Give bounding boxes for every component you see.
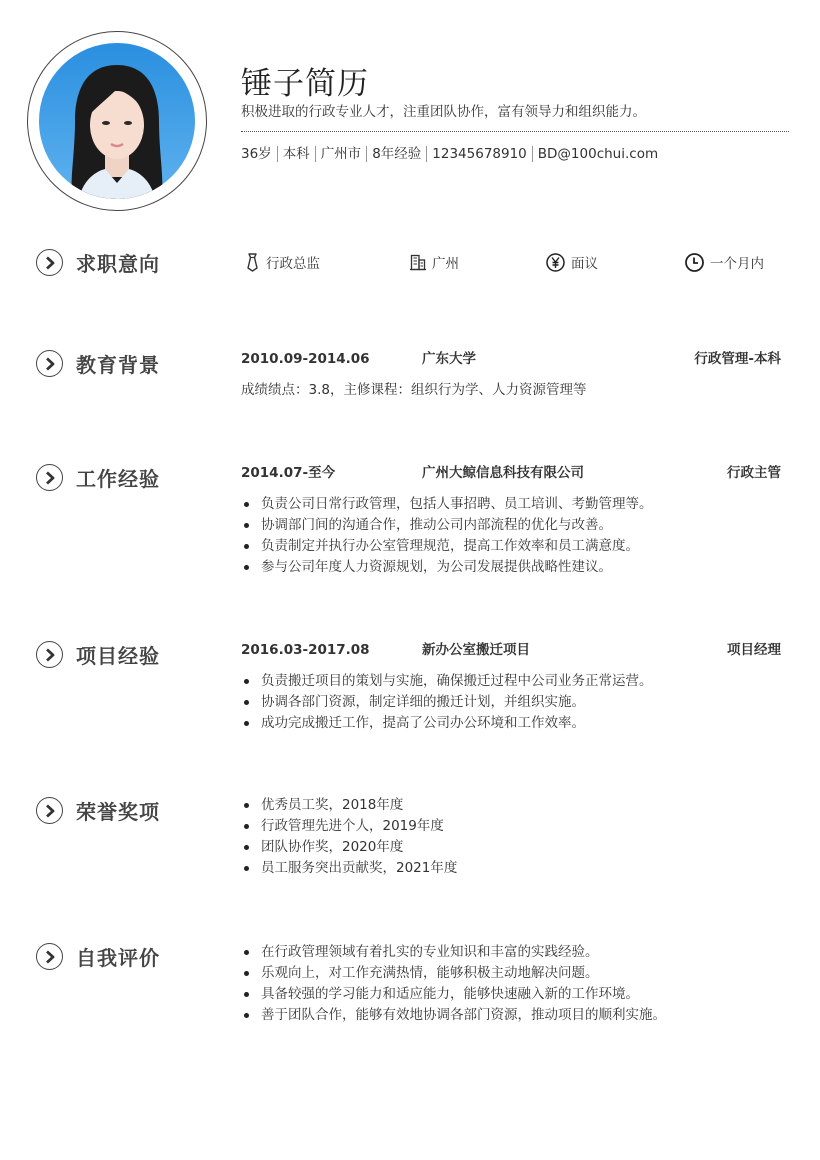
section-heading-intent: [36, 248, 160, 277]
resume-motto: 积极进取的行政专业人才，注重团队协作，富有领导力和组织能力。: [241, 104, 646, 120]
section-title: 自我评价: [76, 946, 160, 970]
info-experience: 8年经验: [372, 146, 422, 162]
basic-info: [241, 145, 658, 163]
work-role: 行政主管: [727, 465, 781, 481]
section-heading-honors: [36, 796, 160, 825]
separator: [315, 146, 316, 162]
list-item: 成功完成搬迁工作，提高了公司办公环境和工作效率。: [241, 713, 653, 734]
intent-availability: [685, 252, 764, 272]
section-title: 求职意向: [76, 252, 160, 276]
education-period: 2010.09-2014.06: [241, 351, 370, 367]
self-evaluation-list: [241, 942, 666, 1026]
clock-icon: [685, 253, 704, 272]
intent-salary: [546, 252, 598, 272]
yen-icon: [546, 253, 565, 272]
tie-icon: [245, 253, 260, 272]
avatar: [39, 43, 195, 199]
list-item: 乐观向上，对工作充满热情，能够积极主动地解决问题。: [241, 963, 666, 984]
education-school: 广东大学: [422, 351, 476, 367]
separator: [426, 146, 427, 162]
section-title: 工作经验: [76, 467, 160, 491]
section-heading-self: [36, 942, 160, 971]
project-name: 新办公室搬迁项目: [422, 642, 530, 658]
separator: [532, 146, 533, 162]
resume-name: 锤子简历: [241, 66, 369, 102]
list-item: 行政管理先进个人，2019年度: [241, 816, 457, 837]
section-title: 荣誉奖项: [76, 800, 160, 824]
section-heading-education: [36, 349, 160, 378]
section-title: 项目经验: [76, 644, 160, 668]
list-item: 协调各部门资源，制定详细的搬迁计划，并组织实施。: [241, 692, 653, 713]
list-item: 负责搬迁项目的策划与实施，确保搬迁过程中公司业务正常运营。: [241, 671, 653, 692]
chevron-right-icon: [36, 350, 63, 377]
list-item: 在行政管理领域有着扎实的专业知识和丰富的实践经验。: [241, 942, 666, 963]
education-major: 行政管理-本科: [694, 351, 781, 367]
list-item: 负责制定并执行办公室管理规范，提高工作效率和员工满意度。: [241, 536, 653, 557]
list-item: 负责公司日常行政管理，包括人事招聘、员工培训、考勤管理等。: [241, 494, 653, 515]
work-duties: [241, 494, 653, 578]
separator: [366, 146, 367, 162]
work-company: 广州大鲸信息科技有限公司: [422, 465, 584, 481]
intent-position-label: 行政总监: [266, 256, 320, 272]
honors-list: [241, 795, 457, 879]
work-period: 2014.07-至今: [241, 465, 336, 481]
header-divider: [241, 131, 789, 132]
info-city: 广州市: [320, 146, 362, 162]
building-icon: [410, 254, 426, 271]
intent-salary-label: 面议: [571, 256, 598, 272]
intent-position: [245, 252, 320, 272]
separator: [277, 146, 278, 162]
education-detail: 成绩绩点：3.8，主修课程：组织行为学、人力资源管理等: [241, 382, 587, 398]
list-item: 善于团队合作，能够有效地协调各部门资源，推动项目的顺利实施。: [241, 1005, 666, 1026]
list-item: 协调部门间的沟通合作，推动公司内部流程的优化与改善。: [241, 515, 653, 536]
intent-availability-label: 一个月内: [710, 256, 764, 272]
chevron-right-icon: [36, 797, 63, 824]
intent-city-label: 广州: [432, 256, 459, 272]
info-degree: 本科: [282, 146, 310, 162]
chevron-right-icon: [36, 943, 63, 970]
intent-city: [410, 252, 459, 272]
portrait-photo: [39, 43, 195, 199]
section-title: 教育背景: [76, 353, 160, 377]
project-duties: [241, 671, 653, 734]
chevron-right-icon: [36, 641, 63, 668]
avatar-frame: [27, 31, 207, 211]
list-item: 团队协作奖，2020年度: [241, 837, 457, 858]
project-period: 2016.03-2017.08: [241, 642, 370, 658]
info-email: BD@100chui.com: [537, 146, 659, 162]
list-item: 员工服务突出贡献奖，2021年度: [241, 858, 457, 879]
section-heading-work: [36, 463, 160, 492]
info-phone: 12345678910: [432, 146, 527, 162]
list-item: 参与公司年度人力资源规划，为公司发展提供战略性建议。: [241, 557, 653, 578]
list-item: 优秀员工奖，2018年度: [241, 795, 457, 816]
info-age: 36岁: [241, 146, 272, 162]
chevron-right-icon: [36, 249, 63, 276]
list-item: 具备较强的学习能力和适应能力，能够快速融入新的工作环境。: [241, 984, 666, 1005]
section-heading-project: [36, 640, 160, 669]
chevron-right-icon: [36, 464, 63, 491]
project-role: 项目经理: [727, 642, 781, 658]
